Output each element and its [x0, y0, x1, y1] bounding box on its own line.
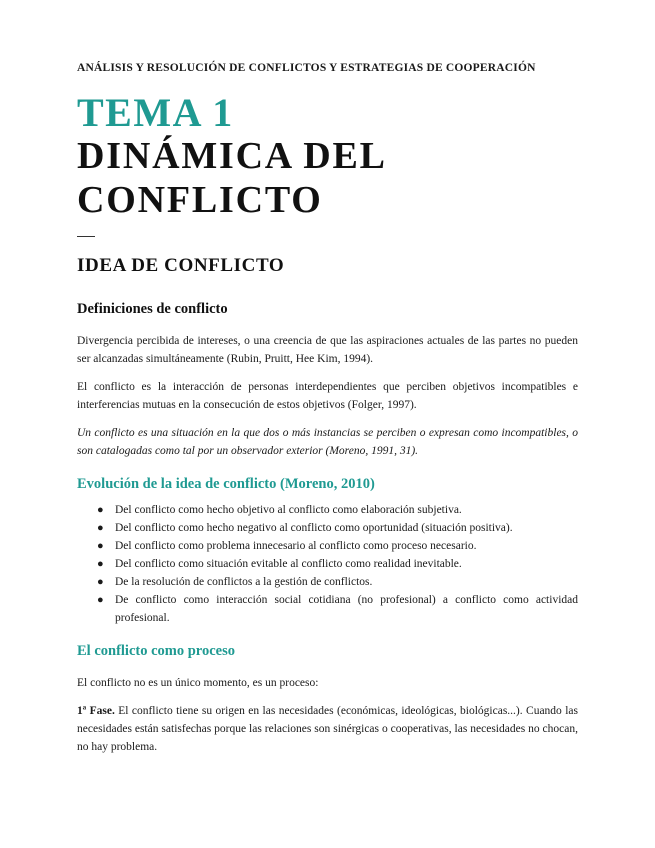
- bullet-icon: ●: [97, 504, 104, 516]
- title-divider: [77, 236, 95, 237]
- evolution-heading: Evolución de la idea de conflicto (Moreno, 2010): [77, 476, 375, 492]
- bullet-icon: ●: [97, 558, 104, 570]
- bullet-icon: ●: [97, 540, 104, 552]
- page-title-line-1: DINÁMICA DEL: [77, 135, 387, 177]
- list-item: [97, 537, 578, 555]
- bullet-icon: ●: [97, 522, 104, 534]
- phase-1-text: El conflicto tiene su origen en las necesidades (económicas, ideológicas, biológicas...). Cuando las necesidades están satisfechas porque las relaciones son sinérgicas o cooperativas, las necesidades no chocan, no hay problema.: [77, 705, 578, 753]
- list-item-text: Del conflicto como problema innecesario al conflicto como proceso necesario.: [115, 540, 477, 552]
- list-item: [97, 555, 578, 573]
- evolution-list: [77, 501, 578, 627]
- list-item: [97, 573, 578, 591]
- process-heading: El conflicto como proceso: [77, 643, 235, 659]
- list-item-text: Del conflicto como hecho objetivo al conflicto como elaboración subjetiva.: [115, 504, 462, 516]
- page-title-line-2: CONFLICTO: [77, 179, 323, 221]
- phase-1-label: 1ª Fase.: [77, 705, 115, 717]
- list-item: [97, 519, 578, 537]
- list-item: [97, 591, 578, 627]
- running-head: ANÁLISIS Y RESOLUCIÓN DE CONFLICTOS Y ESTRATEGIAS DE COOPERACIÓN: [77, 62, 536, 74]
- definition-paragraph-3: Un conflicto es una situación en la que dos o más instancias se perciben o expresan como incompatibles, o son catalogadas como tal por un observador exterior (Moreno, 1991, 31).: [77, 427, 578, 457]
- definition-paragraph-1: Divergencia percibida de intereses, o una creencia de que las aspiraciones actuales de las partes no pueden ser alcanzadas simultáneamente (Rubin, Pruitt, Hee Kim, 1994).: [77, 335, 578, 365]
- phase-1-paragraph: [77, 702, 578, 756]
- list-item-text: De conflicto como interacción social cotidiana (no profesional) a conflicto como actividad profesional.: [115, 594, 578, 624]
- bullet-icon: ●: [97, 594, 104, 606]
- topic-number: TEMA 1: [77, 90, 234, 135]
- definition-paragraph-2: El conflicto es la interacción de personas interdependientes que perciben objetivos incompatibles e interferencias mutuas en la consecución de estos objetivos (Folger, 1997).: [77, 381, 578, 411]
- process-intro: El conflicto no es un único momento, es un proceso:: [77, 677, 319, 689]
- list-item-text: Del conflicto como situación evitable al conflicto como realidad inevitable.: [115, 558, 462, 570]
- section-title: IDEA DE CONFLICTO: [77, 255, 285, 276]
- list-item-text: De la resolución de conflictos a la gestión de conflictos.: [115, 576, 373, 588]
- definitions-heading: Definiciones de conflicto: [77, 301, 228, 317]
- list-item: [97, 501, 578, 519]
- bullet-icon: ●: [97, 576, 104, 588]
- list-item-text: Del conflicto como hecho negativo al conflicto como oportunidad (situación positiva).: [115, 522, 513, 534]
